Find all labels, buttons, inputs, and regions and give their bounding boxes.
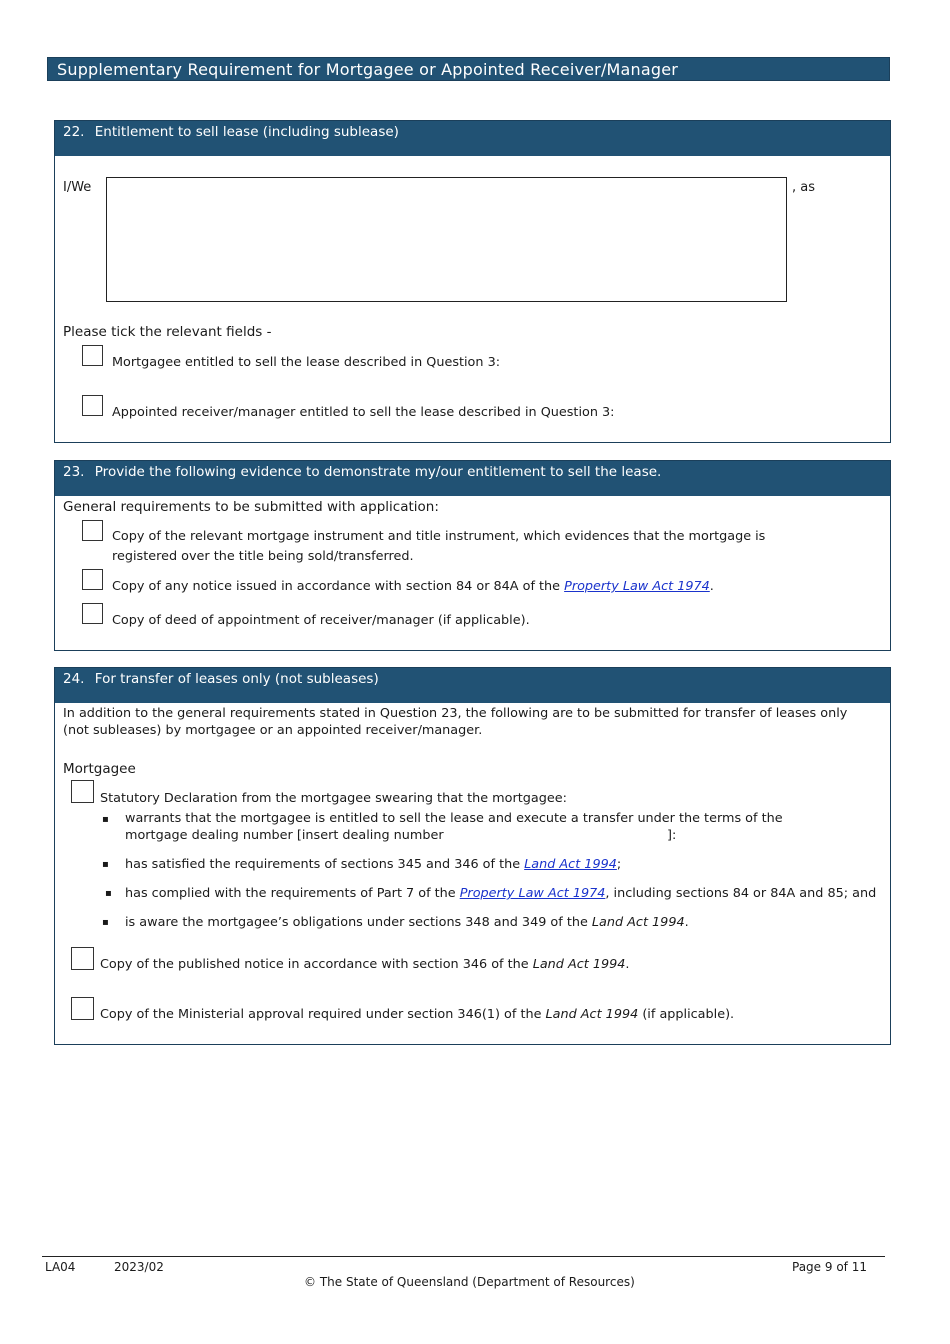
bullet1-line2: mortgage dealing number [insert dealing number <box>125 828 444 843</box>
ministerial-approval-act: Land Act 1994 <box>545 1007 639 1022</box>
section-23-header <box>55 461 890 496</box>
section-24-header <box>55 668 890 703</box>
page-title: Supplementary Requirement for Mortgagee or Appointed Receiver/Manager <box>47 57 890 81</box>
general-requirements-heading: General requirements to be submitted with application: <box>63 499 439 515</box>
footer-divider <box>42 1256 885 1257</box>
published-notice-end: . <box>625 957 630 972</box>
mortgagee-entitled-checkbox[interactable] <box>82 345 103 366</box>
section-24-heading: For transfer of leases only (not subleases) <box>94 671 379 687</box>
bullet3-text: has complied with the requirements of Part 7 of the <box>125 886 460 901</box>
names-input[interactable] <box>106 177 787 302</box>
section-23 <box>54 460 891 651</box>
mortgagee-entitled-label: Mortgagee entitled to sell the lease described in Question 3: <box>112 355 501 370</box>
section-22-header <box>55 121 890 156</box>
receiver-entitled-checkbox[interactable] <box>82 395 103 416</box>
as-label: , as <box>792 180 816 195</box>
page-number: Page 9 of 11 <box>792 1260 867 1274</box>
section-24 <box>54 667 891 1045</box>
section-23-number: 23. <box>63 464 85 480</box>
bullet-marker: ▪ <box>105 888 112 899</box>
bullet-marker: ▪ <box>102 917 109 928</box>
bullet4-end: . <box>684 915 689 930</box>
notice-label-end: . <box>709 579 714 594</box>
bullet-marker: ▪ <box>102 814 109 825</box>
mortgage-instrument-line1: Copy of the relevant mortgage instrument and title instrument, which evidences that the mortgage is <box>112 529 766 544</box>
intro-line2: (not subleases) by mortgagee or an appointed receiver/manager. <box>63 723 483 738</box>
ministerial-approval-checkbox[interactable] <box>71 997 94 1020</box>
section-22 <box>54 120 891 443</box>
deed-appointment-checkbox[interactable] <box>82 603 103 624</box>
ministerial-approval-text: Copy of the Ministerial approval required under section 346(1) of the <box>100 1007 546 1022</box>
section-22-heading: Entitlement to sell lease (including sublease) <box>94 124 399 140</box>
stat-dec-checkbox[interactable] <box>71 780 94 803</box>
intro-line1: In addition to the general requirements stated in Question 23, the following are to be submitted for transfer of leases only <box>63 706 848 721</box>
copyright: © The State of Queensland (Department of Resources) <box>304 1275 635 1289</box>
section-24-number: 24. <box>63 671 85 687</box>
ministerial-approval-label <box>100 1007 734 1022</box>
bullet2-end: ; <box>616 857 622 872</box>
property-law-act-link-2[interactable]: Property Law Act 1974 <box>459 886 606 901</box>
bullet4-act: Land Act 1994 <box>591 915 685 930</box>
receiver-entitled-label: Appointed receiver/manager entitled to sell the lease described in Question 3: <box>112 405 615 420</box>
mortgage-instrument-line2: registered over the title being sold/transferred. <box>112 549 414 564</box>
form-version: 2023/02 <box>114 1260 164 1274</box>
bullet1-close: ]: <box>667 828 677 843</box>
published-notice-act: Land Act 1994 <box>532 957 626 972</box>
mortgage-instrument-checkbox[interactable] <box>82 520 103 541</box>
bullet2 <box>125 857 621 872</box>
land-act-link[interactable]: Land Act 1994 <box>524 857 617 872</box>
bullet-marker: ▪ <box>102 859 109 870</box>
bullet1-line1: warrants that the mortgagee is entitled to sell the lease and execute a transfer under the terms of the <box>125 811 783 826</box>
published-notice-label <box>100 957 630 972</box>
iwe-label: I/We <box>63 180 92 195</box>
stat-dec-label: Statutory Declaration from the mortgagee swearing that the mortgagee: <box>100 791 567 806</box>
mortgagee-label: Mortgagee <box>63 761 136 777</box>
section-23-heading: Provide the following evidence to demonstrate my/our entitlement to sell the lease. <box>94 464 662 480</box>
notice-label-text: Copy of any notice issued in accordance with section 84 or 84A of the <box>112 579 565 594</box>
bullet3-end: , including sections 84 or 84A and 85; and <box>605 886 877 901</box>
published-notice-checkbox[interactable] <box>71 947 94 970</box>
notice-checkbox[interactable] <box>82 569 103 590</box>
bullet4-text: is aware the mortgagee’s obligations under sections 348 and 349 of the <box>125 915 592 930</box>
bullet3 <box>125 886 876 901</box>
section-22-number: 22. <box>63 124 85 140</box>
tick-prompt: Please tick the relevant fields - <box>63 324 272 340</box>
form-code: LA04 <box>45 1260 76 1274</box>
ministerial-approval-end: (if applicable). <box>638 1007 735 1022</box>
bullet2-text: has satisfied the requirements of sections 345 and 346 of the <box>125 857 525 872</box>
property-law-act-link[interactable]: Property Law Act 1974 <box>564 579 710 594</box>
deed-appointment-label: Copy of deed of appointment of receiver/manager (if applicable). <box>112 613 530 628</box>
bullet4 <box>125 915 689 930</box>
notice-label <box>112 579 714 594</box>
published-notice-text: Copy of the published notice in accordance with section 346 of the <box>100 957 533 972</box>
